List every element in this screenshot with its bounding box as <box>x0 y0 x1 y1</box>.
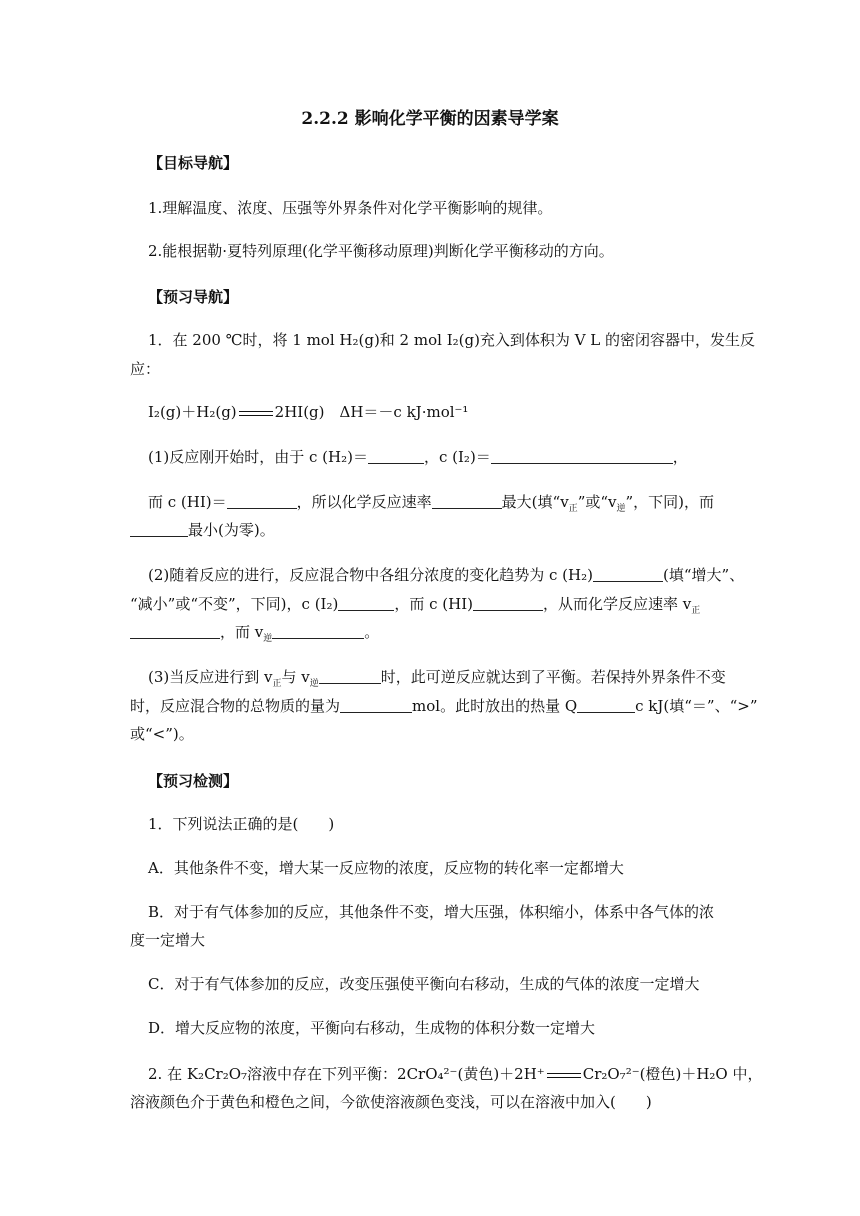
part1-line2: 而 c (HI)＝ ，所以化学反应速率 最大(填“$v_正$”或“$v_逆$”，下同)，而 <box>148 493 715 514</box>
goal-item-1: 1.理解温度、浓度、压强等外界条件对化学平衡影响的规律。 <box>148 199 553 217</box>
reaction-equation <box>148 402 728 422</box>
part2-line2: “减小”或“不变”，下同)，c (I₂) ，而 c (HI) ，从而化学反应速率 $v_正$ <box>130 595 701 616</box>
answer-blank[interactable] <box>473 596 543 611</box>
option-a: A．其他条件不变，增大某一反应物的浓度，反应物的转化率一定都增大 <box>148 859 624 877</box>
part1-line1: (1)反应刚开始时，由于 c (H₂)＝ ，c (I₂)＝ ， <box>148 448 688 466</box>
answer-blank[interactable] <box>338 596 394 611</box>
heading-preview: 【预习导航】 <box>148 288 239 306</box>
answer-blank[interactable] <box>593 567 663 582</box>
check-q1: 1．下列说法正确的是( ) <box>148 815 335 833</box>
preview-q1-line2: 应： <box>130 360 161 378</box>
equilibrium-arrow-icon <box>239 409 273 417</box>
answer-blank[interactable] <box>319 669 381 684</box>
equation-right: 2HI(g) ΔH＝－c kJ·mol⁻¹ <box>274 403 469 421</box>
check-q2-line1: 2. 在 K₂Cr₂O₇溶液中存在下列平衡：2CrO₄²⁻(黄色)＋2H⁺ Cr₂O₇²⁻(橙色)＋H₂O 中， <box>148 1065 763 1083</box>
heading-goals: 【目标导航】 <box>148 154 239 172</box>
equation-left: I₂(g)＋H₂(g) <box>148 403 237 421</box>
part3-line1: (3)当反应进行到 $v_正$与 $v_逆$ 时，此可逆反应就达到了平衡。若保持外界条件不变 <box>148 668 726 689</box>
part2-line1: (2)随着反应的进行，反应混合物中各组分浓度的变化趋势为 c (H₂) (填“增大”、 <box>148 566 745 584</box>
goal-item-2: 2.能根据勒·夏特列原理(化学平衡移动原理)判断化学平衡移动的方向。 <box>148 242 614 260</box>
preview-q1-line1: 1．在 200 ℃时，将 1 mol H₂(g)和 2 mol I₂(g)充入到体积为 V L 的密闭容器中，发生反 <box>148 331 756 349</box>
part3-line3: 或“<”)。 <box>130 725 194 743</box>
option-d: D．增大反应物的浓度，平衡向右移动，生成物的体积分数一定增大 <box>148 1019 596 1037</box>
answer-blank[interactable] <box>130 522 188 537</box>
answer-blank[interactable] <box>340 698 412 713</box>
check-q2-line2: 溶液颜色介于黄色和橙色之间，今欲使溶液颜色变浅，可以在溶液中加入( ) <box>130 1093 652 1111</box>
answer-blank[interactable] <box>368 449 424 464</box>
option-b-line2: 度一定增大 <box>130 931 206 949</box>
option-b-line1: B．对于有气体参加的反应，其他条件不变，增大压强，体积缩小，体系中各气体的浓 <box>148 903 715 921</box>
answer-blank[interactable] <box>577 698 635 713</box>
answer-blank[interactable] <box>130 624 220 639</box>
heading-check: 【预习检测】 <box>148 772 239 790</box>
answer-blank[interactable] <box>432 494 502 509</box>
answer-blank[interactable] <box>491 449 673 464</box>
equilibrium-arrow-icon <box>547 1071 581 1079</box>
part2-line3: ，而 $v_逆$ 。 <box>130 622 710 649</box>
part1-line3: 最小(为零)。 <box>130 520 710 540</box>
page-title: 2.2.2 影响化学平衡的因素导学案 <box>301 109 559 129</box>
option-c: C．对于有气体参加的反应，改变压强使平衡向右移动，生成的气体的浓度一定增大 <box>148 975 700 993</box>
part3-line2: 时，反应混合物的总物质的量为 mol。此时放出的热量 Q c kJ(填“＝”、“>” <box>130 697 758 715</box>
answer-blank[interactable] <box>272 624 364 639</box>
answer-blank[interactable] <box>227 494 297 509</box>
